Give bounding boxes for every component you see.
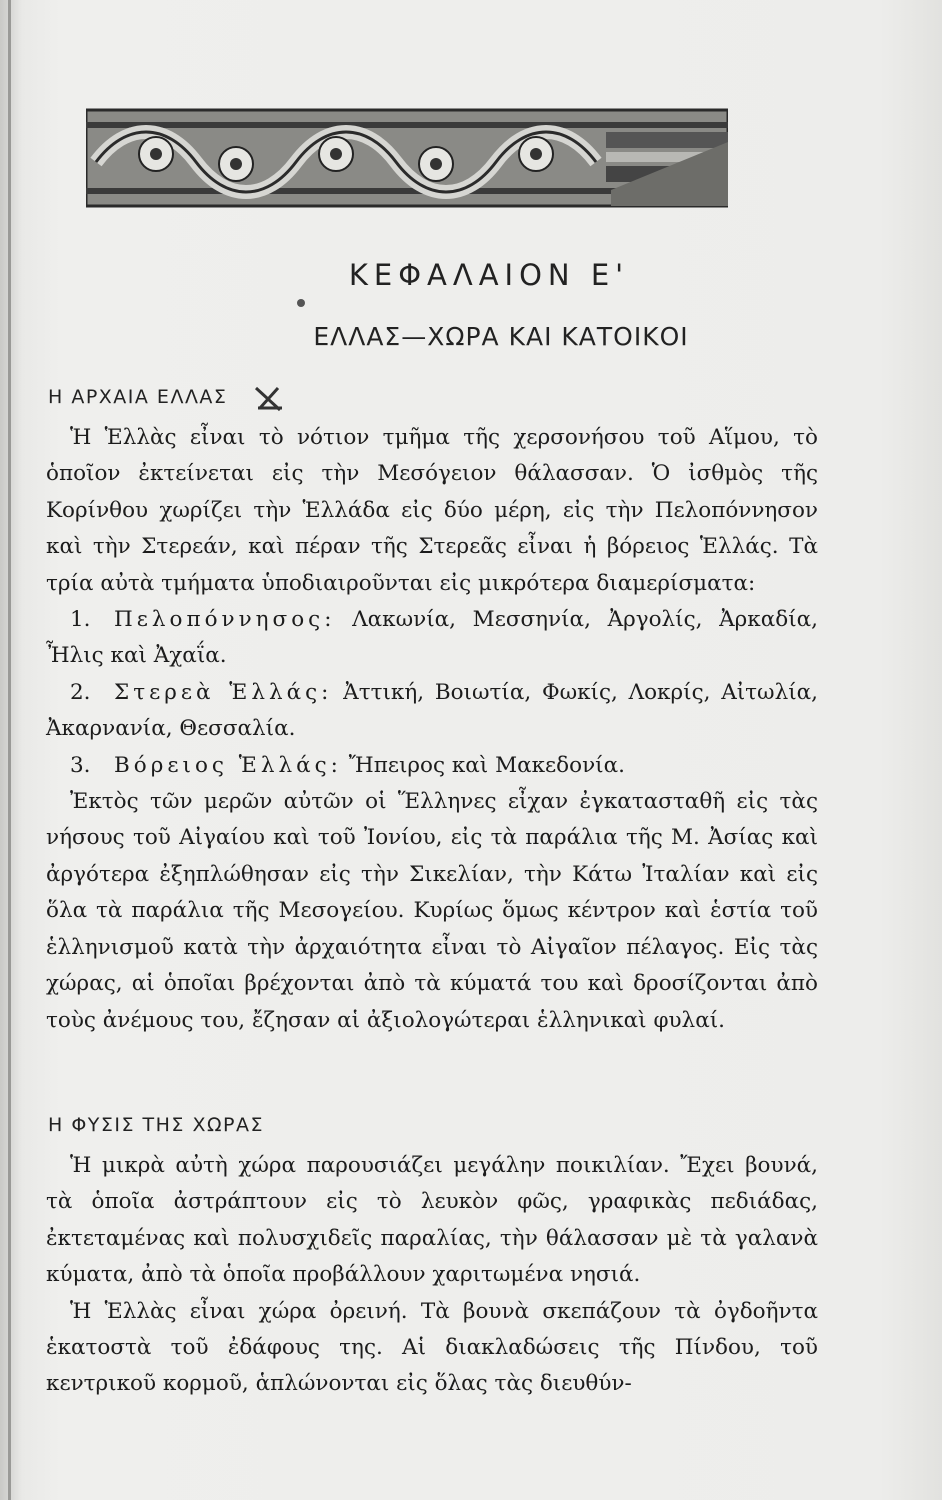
list-item: 3. Βόρειος Ἑλλάς: Ἤπειρος καὶ Μακεδονία. <box>70 752 625 778</box>
section-heading-nature-of-land: Η ΦΥΣΙΣ ΤΗΣ ΧΩΡΑΣ <box>48 1114 264 1136</box>
region-name: Πελοπόννησος: <box>114 607 336 633</box>
handwritten-mark <box>252 384 286 414</box>
section1-intro: Ἡ Ἑλλὰς εἶναι τὸ νότιον τμῆμα τῆς χερσονήσου τοῦ Αἵμου, τὸ ὁποῖον ἐκτείνεται εἰς τὴν Μεσόγειον θάλασσαν. Ὁ ἰσθμὸς τῆς Κορίνθου χωρίζει τὴν Ἑλλάδα εἰς δύο μέρη, εἰς τὴν Πελοπόννησον καὶ τὴν Στερεάν, καὶ πέραν τῆς Στερεᾶς εἶναι ἡ βόρειος Ἑλλάς. Τὰ τρία αὐτὰ τμήματα ὑποδιαιροῦνται εἰς μικρότερα διαμερίσματα: <box>46 425 818 596</box>
region-name: Βόρειος Ἑλλάς: <box>114 752 342 778</box>
spiral-frieze-ornament <box>86 102 728 214</box>
section1-outro: Ἐκτὸς τῶν μερῶν αὐτῶν οἱ Ἕλληνες εἶχαν ἐγκατασταθῆ εἰς τὰς νήσους τοῦ Αἰγαίου καὶ τοῦ Ἰονίου, εἰς τὰ παράλια τῆς Μ. Ἀσίας καὶ ἀργότερα ἐξηπλώθησαν εἰς τὴν Σικελίαν, τὴν Κάτω Ἰταλίαν καὶ εἰς ὅλα τὰ παράλια τῆς Μεσογείου. Κυρίως ὅμως κέντρον καὶ ἑστία τοῦ ἑλληνισμοῦ κατὰ τὴν ἀρχαιότητα εἶναι τὸ Αἰγαῖον πέλαγος. Εἰς τὰς χώρας, αἱ ὁποῖαι βρέχονται ἀπὸ τὰ κύματά του καὶ δροσίζονται ἀπὸ τοὺς ἀνέμους του, ἔζησαν αἱ ἀξιολογώτεραι ἑλληνικαὶ φυλαί. <box>46 789 818 1033</box>
chapter-title: ΚΕΦΑΛΑΙΟΝ Ε' <box>348 258 630 292</box>
list-item: 1. Πελοπόννησος: Λακωνία, Μεσσηνία, Ἀργολίς, Ἀρκαδία, Ἦλις καὶ Ἀχαΐα. <box>46 607 818 669</box>
region-list: Ἀττική, Βοιωτία, Φωκίς, Λοκρίς, Αἰτωλία, Ἀκαρνανία, Θεσσαλία. <box>46 679 818 742</box>
section2-para2: Ἡ Ἑλλὰς εἶναι χώρα ὀρεινή. Τὰ βουνὰ σκεπάζουν τὰ ὀγδοῆντα ἑκατοστὰ τοῦ ἐδάφους της. Αἱ διακλαδώσεις τῆς Πίνδου, τοῦ κεντρικοῦ κορμοῦ, ἁπλώνονται εἰς ὅλας τὰς διευθύν- <box>46 1298 818 1397</box>
chapter-subtitle: ΕΛΛΑΣ—ΧΩΡΑ ΚΑΙ ΚΑΤΟΙΚΟΙ <box>313 322 689 351</box>
section1-body <box>46 420 818 1039</box>
region-list: Ἤπειρος καὶ Μακεδονία. <box>348 752 625 778</box>
section2-body <box>46 1148 818 1403</box>
region-list: Λακωνία, Μεσσηνία, Ἀργολίς, Ἀρκαδία, Ἦλις καὶ Ἀχαΐα. <box>46 607 818 669</box>
section2-para1: Ἡ μικρὰ αὐτὴ χώρα παρουσιάζει μεγάλην ποικιλίαν. Ἔχει βουνά, τὰ ὁποῖα ἀστράπτουν εἰς τὸ λευκὸν φῶς, γραφικὰς πεδιάδας, ἐκτεταμένας καὶ πολυσχιδεῖς παραλίας, τὴν θάλασσαν μὲ τὰ γαλανὰ κύματα, ἀπὸ τὰ ὁποῖα προβάλλουν χαριτωμένα νησιά. <box>46 1153 818 1288</box>
region-name: Στερεὰ Ἑλλάς: <box>114 679 333 705</box>
ink-blot <box>296 298 306 308</box>
list-item: 2. Στερεὰ Ἑλλάς: Ἀττική, Βοιωτία, Φωκίς, Λοκρίς, Αἰτωλία, Ἀκαρνανία, Θεσσαλία. <box>46 679 818 742</box>
page-spine-edge <box>8 0 11 1500</box>
section-heading-ancient-greece: Η ΑΡΧΑΙΑ ΕΛΛΑΣ <box>48 386 228 408</box>
